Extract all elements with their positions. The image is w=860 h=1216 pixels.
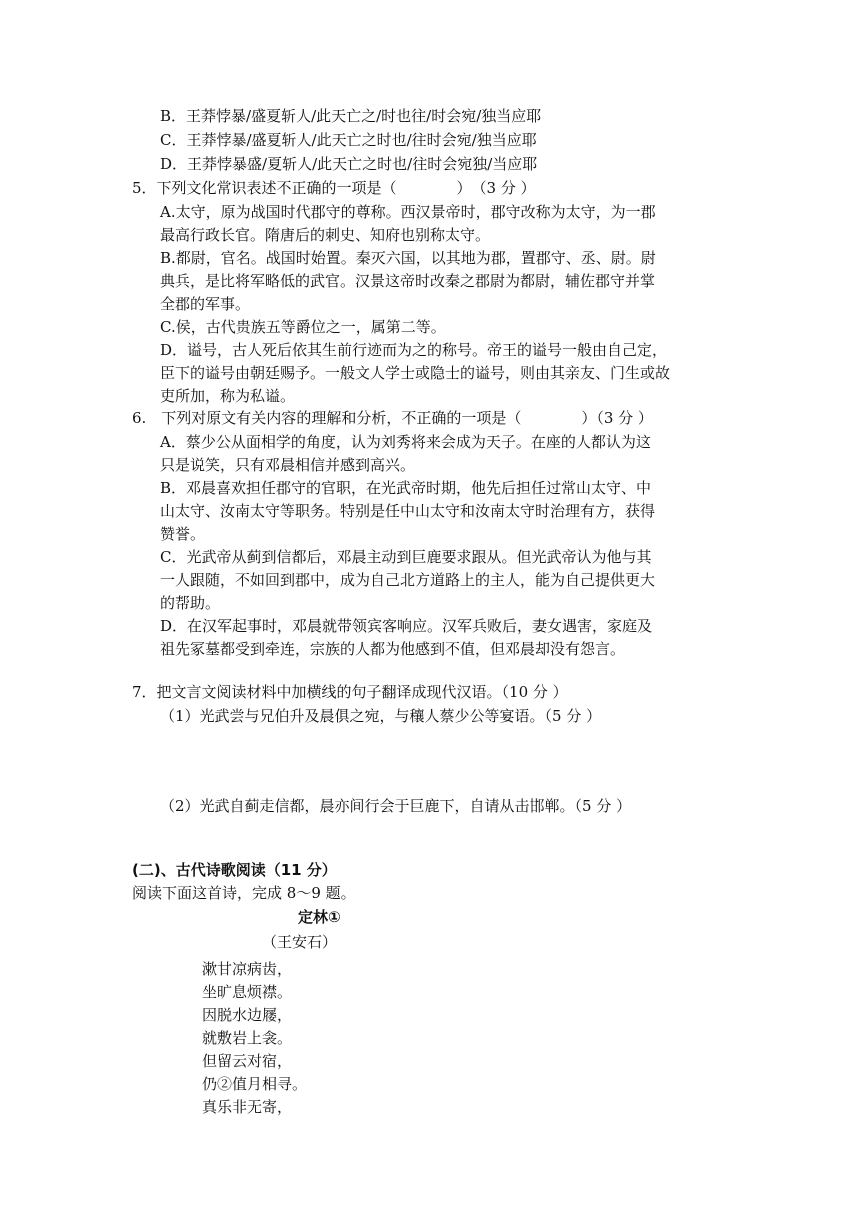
q4-option-c: C．王莽悖暴/盛夏斩人/此天亡之时也/往时会宛/独当应耶 xyxy=(160,131,537,149)
poem-line-5: 但留云对宿， xyxy=(202,1052,293,1070)
poem-line-7: 真乐非无寄， xyxy=(202,1098,293,1116)
q7-sentence-1: （1）光武尝与兄伯升及晨俱之宛，与穰人蔡少公等宴语。（5 分 ） xyxy=(160,707,602,725)
q4-option-b: B．王莽悖暴/盛夏斩人/此天亡之/时也往/时会宛/独当应耶 xyxy=(160,107,542,125)
q5-option-b-line3: 全郡的军事。 xyxy=(160,295,251,313)
q5-option-b-line1: B.都尉，官名。战国时始置。秦灭六国，以其地为郡，置郡守、丞、尉。尉 xyxy=(160,249,656,267)
q5-option-d-line2: 臣下的谥号由朝廷赐予。一般文人学士或隐士的谥号，则由其亲友、门生或故 xyxy=(160,364,671,382)
q6-option-d-line1: D．在汉军起事时，邓晨就带领宾客响应。汉军兵败后，妻女遇害，家庭及 xyxy=(160,617,653,635)
poem-title: 定林① xyxy=(298,908,341,926)
q6-option-b-line3: 赞誉。 xyxy=(160,525,206,543)
q6-option-c-line1: C．光武帝从蓟到信都后，邓晨主动到巨鹿要求跟从。但光武帝认为他与其 xyxy=(160,548,652,566)
q4-option-d: D．王莽悖暴盛/夏斩人/此天亡之时也/往时会宛独/当应耶 xyxy=(160,155,538,173)
q6-option-b-line1: B．邓晨喜欢担任郡守的官职，在光武帝时期，他先后担任过常山太守、中 xyxy=(160,479,652,497)
poem-line-6: 仍②值月相寻。 xyxy=(202,1075,308,1093)
section-heading: (二)、古代诗歌阅读（11 分） xyxy=(132,861,337,879)
poem-line-3: 因脱水边屦， xyxy=(202,1006,293,1024)
q5-option-a-line1: A.太守，原为战国时代郡守的尊称。西汉景帝时，郡守改称为太守，为一郡 xyxy=(160,203,656,221)
q5-option-a-line2: 最高行政长官。隋唐后的刺史、知府也别称太守。 xyxy=(160,226,491,244)
q7-sentence-2: （2）光武自蓟走信都，晨亦间行会于巨鹿下，自请从击邯郸。（5 分 ） xyxy=(160,797,632,815)
q5-option-d-line3: 吏所加，称为私谥。 xyxy=(160,387,296,405)
q5-option-b-line2: 典兵，是比将军略低的武官。汉景这帝时改秦之郡尉为都尉，辅佐郡守并掌 xyxy=(160,272,656,290)
q5-option-d-line1: D．谥号，古人死后依其生前行迹而为之的称号。帝王的谥号一般由自己定， xyxy=(160,341,668,359)
q6-option-a-line1: A．蔡少公从面相学的角度，认为刘秀将来会成为天子。在座的人都认为这 xyxy=(160,433,651,451)
q7-stem: 7．把文言文阅读材料中加横线的句子翻译成现代汉语。（10 分 ） xyxy=(132,683,568,701)
q6-option-c-line3: 的帮助。 xyxy=(160,594,221,612)
q6-option-b-line2: 山太守、汝南太守等职务。特别是任中山太守和汝南太守时治理有方，获得 xyxy=(160,502,656,520)
poem-line-2: 坐旷息烦襟。 xyxy=(202,983,293,1001)
poem-author: （王安石） xyxy=(262,933,338,951)
q6-option-d-line2: 祖先冢墓都受到牵连，宗族的人都为他感到不值，但邓晨却没有怨言。 xyxy=(160,640,626,658)
q6-option-a-line2: 只是说笑，只有邓晨相信并感到高兴。 xyxy=(160,456,416,474)
poem-line-4: 就敷岩上衾。 xyxy=(202,1029,293,1047)
q5-stem: 5．下列文化常识表述不正确的一项是（ ） （3 分 ） xyxy=(132,179,536,197)
q6-option-c-line2: 一人跟随，不如回到郡中，成为自己北方道路上的主人，能为自己提供更大 xyxy=(160,571,656,589)
poem-line-1: 漱甘凉病齿， xyxy=(202,960,293,978)
section-instruction: 阅读下面这首诗，完成 8～9 题。 xyxy=(132,884,356,902)
q5-option-c: C.侯，古代贵族五等爵位之一，属第二等。 xyxy=(160,318,446,336)
q6-stem: 6. 下列对原文有关内容的理解和分析，不正确的一项是（ ）（3 分 ） xyxy=(132,409,653,427)
